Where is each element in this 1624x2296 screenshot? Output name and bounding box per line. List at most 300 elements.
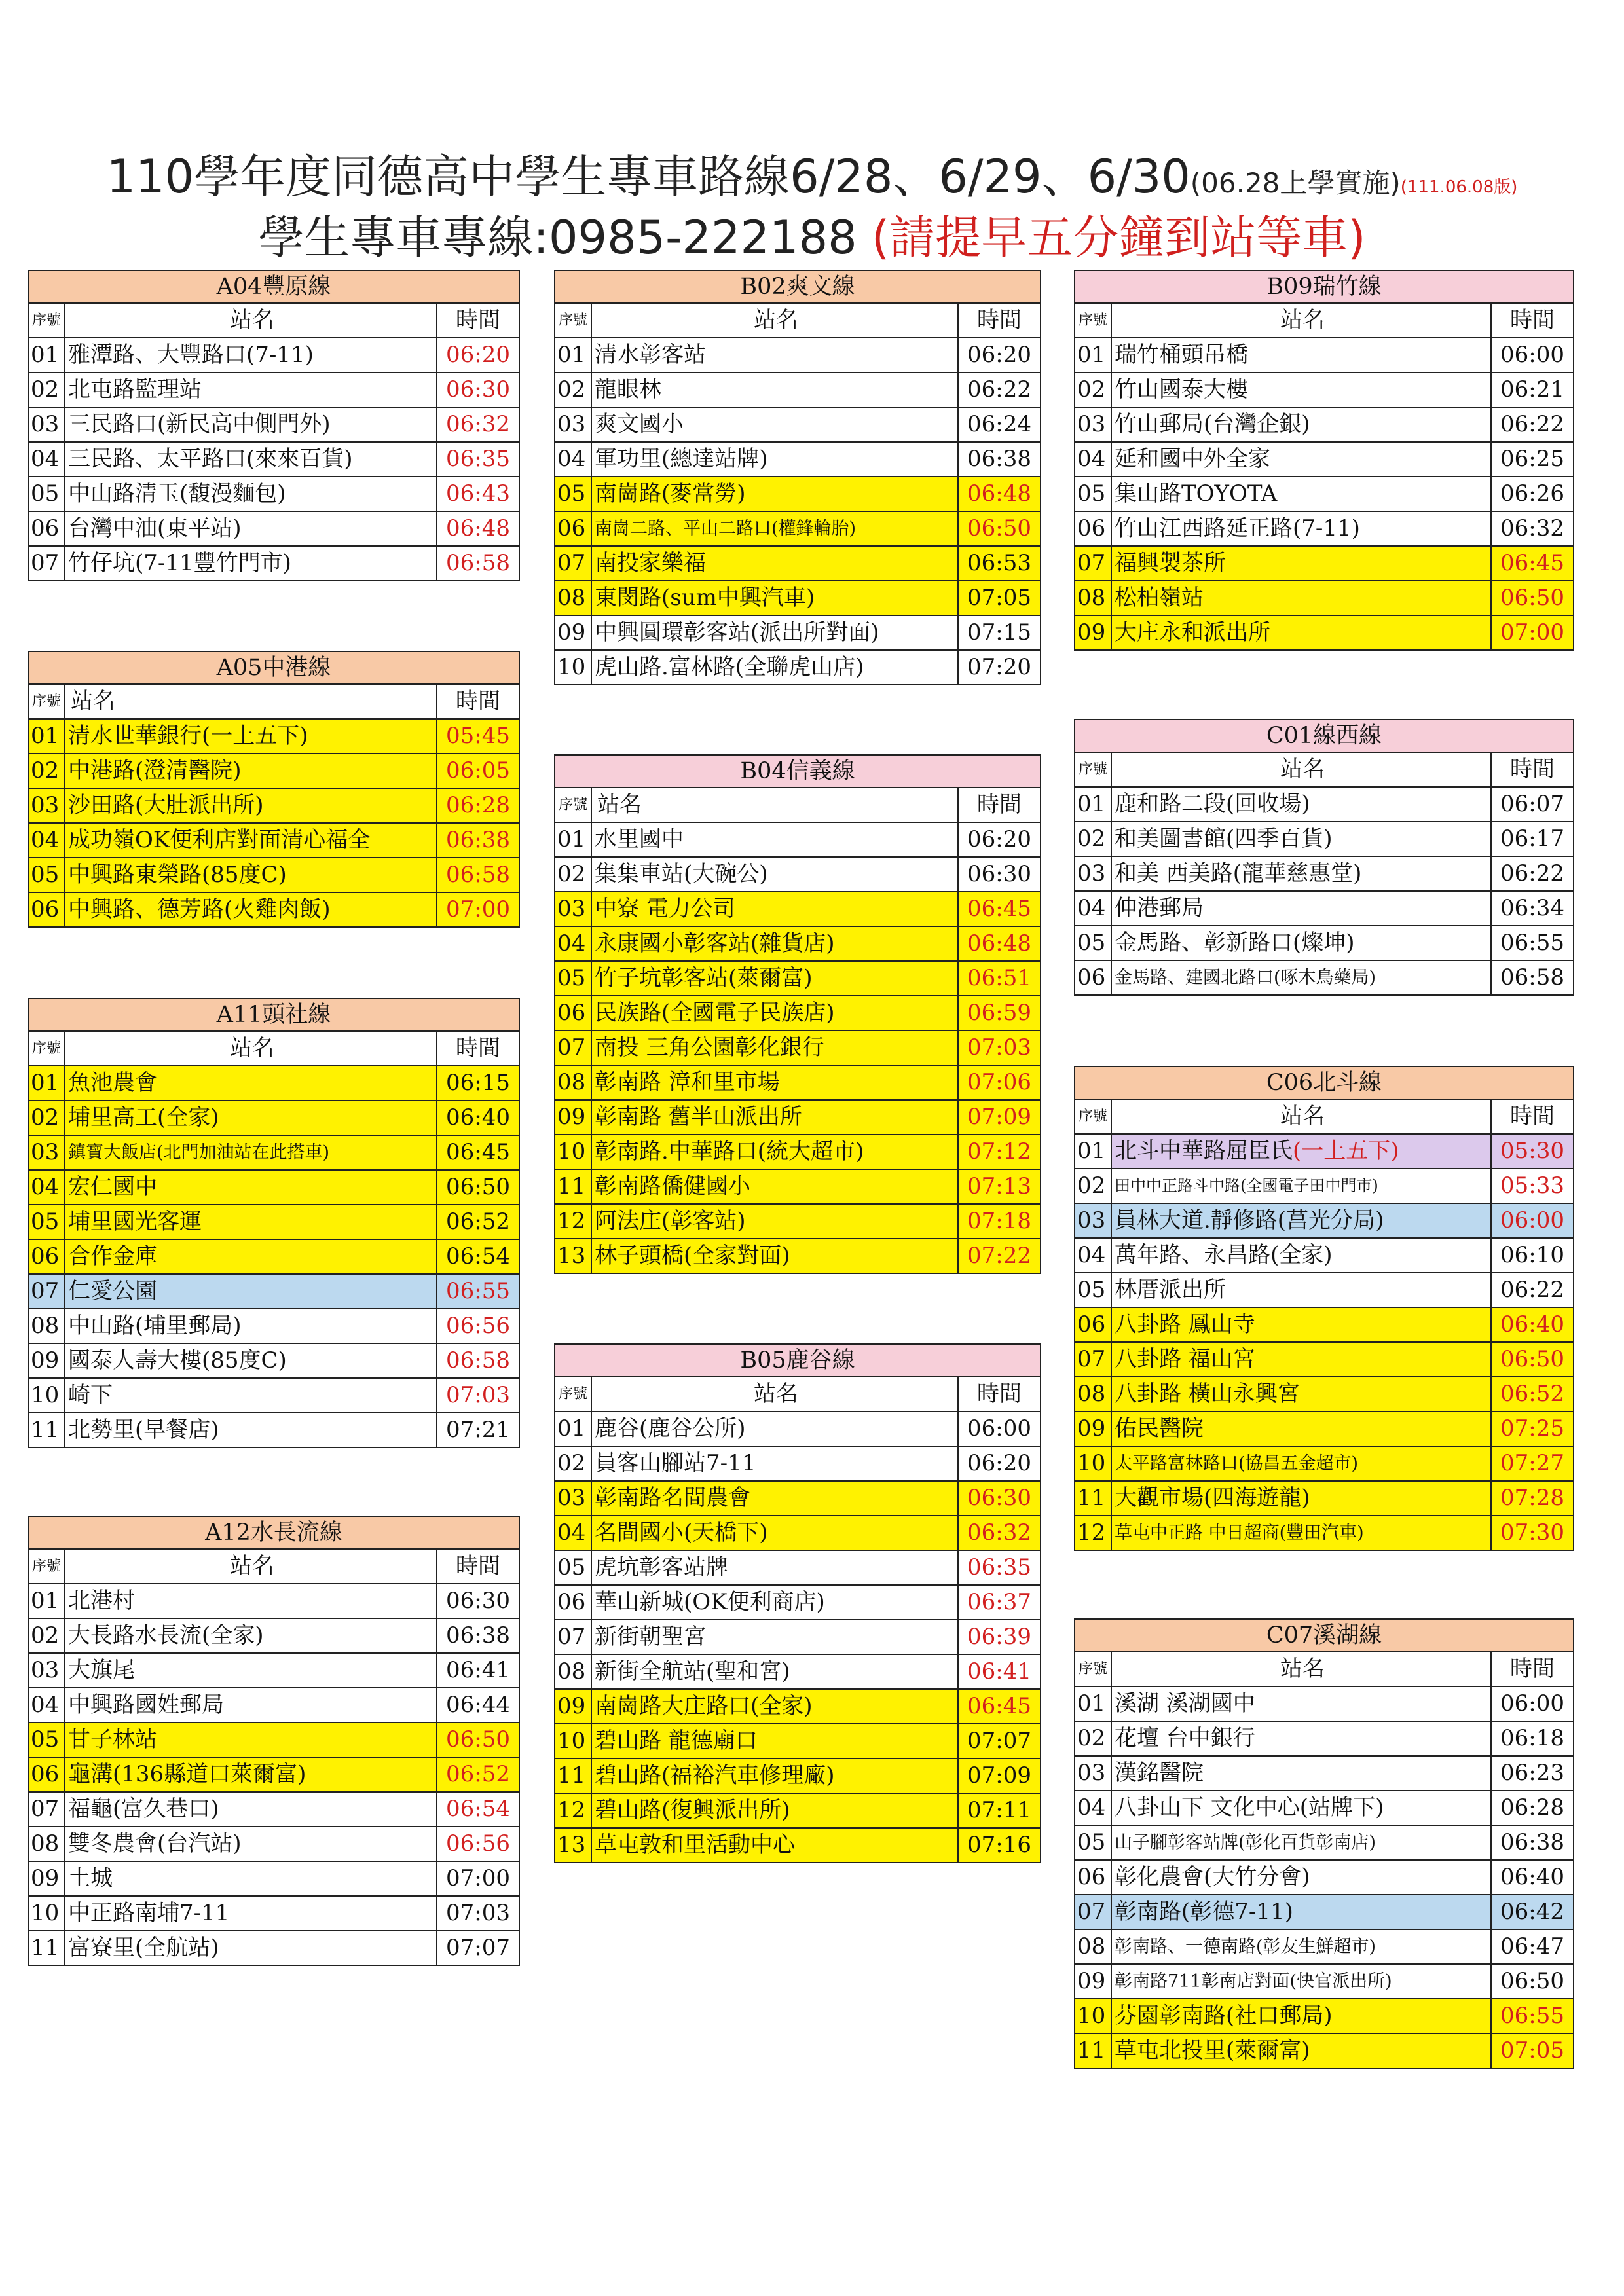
stop-time: 07:07 xyxy=(446,1935,510,1961)
hotline-notice: (請提早五分鐘到站等車) xyxy=(871,211,1366,264)
stop-name-text: 崎下 xyxy=(68,1382,113,1408)
stop-name xyxy=(592,581,959,615)
stop-name-text: 鹿和路二段(回收場) xyxy=(1115,791,1310,817)
stop-name xyxy=(1112,443,1492,476)
stop-time: 06:17 xyxy=(1500,826,1564,852)
stop-name-text: 大旗尾 xyxy=(68,1657,135,1683)
route-name: A11頭社線 xyxy=(29,999,519,1032)
stop-seq: 10 xyxy=(1075,1447,1112,1480)
stop-name-text: 林厝派出所 xyxy=(1115,1277,1226,1303)
stop-time: 06:45 xyxy=(967,1693,1031,1719)
route-table-c06 xyxy=(1074,1066,1574,1551)
stop-row xyxy=(29,1066,519,1101)
stop-seq: 04 xyxy=(1075,1791,1112,1825)
stop-name xyxy=(592,1586,959,1619)
stop-name-text: 大長路水長流(全家) xyxy=(68,1622,264,1649)
route-table-b02 xyxy=(554,270,1041,685)
station-header: 站名 xyxy=(1112,1100,1492,1133)
stop-name-text: 松柏嶺站 xyxy=(1115,585,1204,611)
stop-row xyxy=(1075,1273,1573,1308)
station-header: 站名 xyxy=(65,1032,437,1065)
stop-name xyxy=(1112,1412,1492,1446)
stop-name-text: 金馬路、彰新路口(燦坤) xyxy=(1115,930,1355,956)
stop-row xyxy=(1075,338,1573,373)
stop-row xyxy=(29,1931,519,1965)
stop-seq: 04 xyxy=(29,1171,65,1204)
stop-row xyxy=(29,1654,519,1688)
time-header: 時間 xyxy=(1510,756,1555,782)
stop-name xyxy=(1112,1239,1492,1272)
stop-seq: 08 xyxy=(1075,581,1112,615)
stop-time: 06:56 xyxy=(446,1313,510,1339)
stop-name xyxy=(65,443,437,476)
stop-seq: 02 xyxy=(29,1101,65,1135)
stop-name xyxy=(592,477,959,511)
stop-name xyxy=(1112,1447,1492,1480)
stop-name xyxy=(1112,1791,1492,1825)
stop-seq: 04 xyxy=(555,443,592,476)
seq-header: 序號 xyxy=(29,1032,65,1065)
stop-name xyxy=(1112,1757,1492,1790)
stop-seq: 08 xyxy=(29,1309,65,1343)
stop-name xyxy=(65,1309,437,1343)
time-header: 時間 xyxy=(456,1553,500,1579)
stop-name-text: 中興路、德芳路(火雞肉飯) xyxy=(68,896,331,922)
stop-time: 06:51 xyxy=(967,965,1031,991)
stop-name-text: 中興路國姓郵局 xyxy=(68,1692,224,1718)
stop-name-text: 延和國中外全家 xyxy=(1115,446,1270,472)
stop-row xyxy=(555,1031,1040,1066)
stop-seq: 02 xyxy=(29,373,65,407)
stop-row xyxy=(1075,1861,1573,1895)
stop-name-text: 萬年路、永昌路(全家) xyxy=(1115,1242,1333,1268)
stop-name-text: 南崗路大庄路口(全家) xyxy=(595,1693,813,1719)
stop-row xyxy=(555,1516,1040,1551)
stop-time: 06:22 xyxy=(1500,860,1564,886)
stop-row xyxy=(555,338,1040,373)
stop-time: 06:56 xyxy=(446,1831,510,1857)
stop-time: 06:32 xyxy=(446,411,510,437)
stop-seq: 02 xyxy=(1075,1722,1112,1755)
stop-name-text: 宏仁國中 xyxy=(68,1174,157,1200)
stop-seq: 13 xyxy=(555,1239,592,1273)
stop-time: 07:13 xyxy=(967,1173,1031,1199)
stop-seq: 10 xyxy=(555,651,592,684)
stop-name-text: 清水世華銀行(一上五下) xyxy=(68,723,308,749)
stop-name-text: 仁愛公園 xyxy=(68,1278,157,1304)
stop-seq: 03 xyxy=(1075,408,1112,441)
stop-time: 07:00 xyxy=(446,896,510,922)
stop-time: 06:59 xyxy=(967,1000,1031,1026)
stop-name-text: 彰南路名間農會 xyxy=(595,1485,750,1511)
stop-name xyxy=(592,1412,959,1446)
stop-name xyxy=(65,408,437,441)
stop-row xyxy=(29,373,519,408)
stop-row xyxy=(1075,408,1573,443)
stop-name xyxy=(65,1101,437,1135)
stop-seq: 05 xyxy=(1075,1273,1112,1307)
station-header: 站名 xyxy=(65,1550,437,1583)
stop-time: 07:07 xyxy=(967,1728,1031,1754)
stop-name-text: 土城 xyxy=(68,1865,113,1891)
stop-name-text: 八卦路 鳳山寺 xyxy=(1115,1311,1255,1338)
stop-name-text: 新街朝聖宮 xyxy=(595,1624,706,1650)
stop-seq: 03 xyxy=(1075,857,1112,890)
stop-name-text: 八卦山下 文化中心(站牌下) xyxy=(1115,1795,1384,1821)
stop-seq: 06 xyxy=(29,512,65,545)
stop-row xyxy=(555,1412,1040,1447)
stop-row xyxy=(1075,1687,1573,1722)
stop-time: 06:32 xyxy=(967,1520,1031,1546)
stop-time: 06:55 xyxy=(1500,930,1564,956)
stop-name-text: 埔里國光客運 xyxy=(68,1209,202,1235)
stop-row xyxy=(1075,616,1573,649)
stop-time: 06:48 xyxy=(967,481,1031,507)
stop-row xyxy=(1075,1516,1573,1550)
stop-name xyxy=(65,1931,437,1965)
stop-time: 06:50 xyxy=(967,515,1031,541)
stop-time: 06:05 xyxy=(446,757,510,784)
route-name: C07溪湖線 xyxy=(1075,1620,1573,1652)
stop-seq: 01 xyxy=(29,1584,65,1618)
stop-name xyxy=(592,443,959,476)
stop-seq: 12 xyxy=(555,1794,592,1827)
stop-name xyxy=(65,1344,437,1377)
stop-time: 06:30 xyxy=(967,861,1031,887)
stop-seq: 05 xyxy=(555,477,592,511)
stop-name xyxy=(592,1170,959,1203)
stop-name xyxy=(65,1827,437,1861)
stop-name-text: 國泰人壽大樓(85度C) xyxy=(68,1347,287,1374)
seq-header: 序號 xyxy=(1075,1652,1112,1686)
stop-time: 07:05 xyxy=(967,585,1031,611)
stop-time: 06:50 xyxy=(1500,585,1564,611)
stop-name xyxy=(65,1205,437,1239)
hotline-text: 學生專車專線:0985-222188 xyxy=(258,211,857,264)
stop-name xyxy=(592,1101,959,1134)
stop-seq: 02 xyxy=(555,858,592,891)
stop-name-text: 林子頭橋(全家對面) xyxy=(595,1243,790,1269)
stop-time: 06:45 xyxy=(1500,550,1564,576)
stop-name-text: 沙田路(大肚派出所) xyxy=(68,792,264,818)
stop-name xyxy=(592,1620,959,1654)
stop-name xyxy=(65,1758,437,1791)
stop-row xyxy=(29,1758,519,1793)
stop-time: 06:58 xyxy=(446,862,510,888)
stop-name xyxy=(592,373,959,407)
stop-seq: 03 xyxy=(29,789,65,822)
stop-seq: 13 xyxy=(555,1829,592,1862)
stop-name xyxy=(1112,338,1492,372)
stop-name-text: 甘子林站 xyxy=(68,1726,157,1753)
stop-name-text: 彰南路711彰南店對面(快官派出所) xyxy=(1115,1971,1392,1992)
stop-time: 06:38 xyxy=(1500,1829,1564,1855)
route-table-c01 xyxy=(1074,719,1574,996)
stop-seq: 10 xyxy=(29,1897,65,1930)
stop-time: 06:58 xyxy=(1500,964,1564,991)
stop-name-text: 鎮寶大飯店(北門加油站在此搭車) xyxy=(68,1142,330,1163)
stop-seq: 03 xyxy=(555,892,592,926)
stop-row xyxy=(1075,1826,1573,1861)
stop-time: 07:03 xyxy=(446,1382,510,1408)
column-header-row xyxy=(555,304,1040,338)
time-header: 時間 xyxy=(456,1035,500,1061)
stop-name-text: 山子腳彰客站牌(彰化百貨彰南店) xyxy=(1115,1832,1376,1853)
stop-seq: 11 xyxy=(1075,1482,1112,1515)
stop-time: 06:52 xyxy=(446,1761,510,1787)
stop-seq: 07 xyxy=(555,1620,592,1654)
route-name: B02爽文線 xyxy=(555,271,1040,304)
stop-row xyxy=(555,373,1040,408)
stop-time: 07:27 xyxy=(1500,1450,1564,1476)
time-header: 時間 xyxy=(977,307,1022,333)
stop-name xyxy=(1112,2034,1492,2068)
stop-seq: 05 xyxy=(555,1551,592,1584)
stop-seq: 07 xyxy=(29,1793,65,1826)
route-table-c07 xyxy=(1074,1618,1574,2069)
stop-name-text: 新街全航站(聖和宮) xyxy=(595,1658,790,1685)
stop-name-text: 軍功里(總達站牌) xyxy=(595,446,768,472)
stop-time: 06:15 xyxy=(446,1070,510,1096)
stop-time: 07:12 xyxy=(967,1139,1031,1165)
stop-name-text: 名間國小(天橋下) xyxy=(595,1520,768,1546)
stop-name-text: 伸港郵局 xyxy=(1115,895,1204,921)
stop-row xyxy=(555,1586,1040,1620)
stop-seq: 09 xyxy=(1075,1965,1112,1998)
stop-name-text: 太平路富林路口(協昌五金超市) xyxy=(1115,1453,1359,1474)
stop-name-text: 成功嶺OK便利店對面清心福全 xyxy=(68,827,371,853)
column-header-row xyxy=(29,304,519,338)
stop-name xyxy=(592,858,959,891)
stop-time: 07:05 xyxy=(1500,2037,1564,2064)
stop-seq: 01 xyxy=(29,338,65,372)
stop-time: 07:06 xyxy=(967,1069,1031,1095)
column-header-row xyxy=(1075,753,1573,788)
stop-time: 06:20 xyxy=(446,342,510,368)
stop-row xyxy=(555,1170,1040,1205)
stop-time: 06:21 xyxy=(1500,376,1564,403)
stop-name xyxy=(592,1239,959,1273)
stop-name-text: 北港村 xyxy=(68,1588,135,1614)
stop-name xyxy=(65,1379,437,1412)
stop-name-text: 鹿谷(鹿谷公所) xyxy=(595,1415,746,1442)
stop-seq: 05 xyxy=(1075,1826,1112,1859)
stop-name-text: 龍眼林 xyxy=(595,376,661,403)
hotline-banner xyxy=(0,208,1624,267)
stop-row xyxy=(29,1344,519,1379)
stop-seq: 05 xyxy=(29,858,65,892)
seq-header: 序號 xyxy=(555,304,592,337)
stop-seq: 03 xyxy=(29,408,65,441)
stop-name xyxy=(1112,477,1492,511)
stop-seq: 06 xyxy=(29,1758,65,1791)
column-header-row xyxy=(29,1032,519,1066)
stop-row xyxy=(1075,1965,1573,1999)
stop-seq: 04 xyxy=(555,927,592,960)
stop-row xyxy=(1075,1930,1573,1965)
stop-name xyxy=(65,1584,437,1618)
stop-seq: 02 xyxy=(1075,822,1112,856)
stop-row xyxy=(29,1171,519,1205)
stop-name xyxy=(1112,1687,1492,1721)
stop-name-text: 中正路南埔7-11 xyxy=(68,1900,230,1926)
station-header: 站名 xyxy=(1112,304,1492,337)
stop-name-text: 草屯敦和里活動中心 xyxy=(595,1832,795,1858)
stop-seq: 04 xyxy=(1075,1239,1112,1272)
stop-name-text: 清水彰客站 xyxy=(595,342,706,368)
route-table-a11 xyxy=(28,998,520,1448)
stop-name xyxy=(1112,1930,1492,1963)
stop-seq: 05 xyxy=(29,1723,65,1757)
stop-name xyxy=(65,1654,437,1687)
stop-name-text: 彰南路.中華路口(統大超市) xyxy=(595,1139,864,1165)
stop-name-text: 中寮 電力公司 xyxy=(595,896,735,922)
stop-name-text: 北屯路監理站 xyxy=(68,376,202,403)
stop-name-text: 彰南路 漳和里市場 xyxy=(595,1069,780,1095)
stop-seq: 01 xyxy=(1075,1135,1112,1168)
stop-time: 07:15 xyxy=(967,619,1031,646)
stop-time: 06:35 xyxy=(446,446,510,472)
stop-row xyxy=(29,1309,519,1344)
stop-seq: 11 xyxy=(29,1931,65,1965)
route-table-a04 xyxy=(28,270,520,581)
stop-name-text: 富寮里(全航站) xyxy=(68,1935,219,1961)
stop-row xyxy=(29,512,519,547)
stop-row xyxy=(1075,512,1573,547)
stop-row xyxy=(1075,857,1573,892)
stop-time: 06:39 xyxy=(967,1624,1031,1650)
stop-name-text: 彰化農會(大竹分會) xyxy=(1115,1864,1310,1890)
stop-row xyxy=(29,1413,519,1447)
stop-name xyxy=(1112,961,1492,994)
seq-header: 序號 xyxy=(29,304,65,337)
stop-name-text: 碧山路(復興派出所) xyxy=(595,1797,790,1823)
stop-row xyxy=(555,823,1040,858)
station-header: 站名 xyxy=(592,1377,959,1411)
stop-name xyxy=(1112,1135,1492,1168)
stop-name xyxy=(592,962,959,995)
stop-row xyxy=(1075,1482,1573,1516)
stop-seq: 07 xyxy=(1075,1895,1112,1929)
stop-name-text: 魚池農會 xyxy=(68,1070,157,1096)
stop-name xyxy=(65,754,437,788)
stop-time: 06:22 xyxy=(1500,411,1564,437)
stop-name-text: 八卦路 橫山永興宮 xyxy=(1115,1381,1300,1407)
stop-name xyxy=(1112,1482,1492,1515)
station-header: 站名 xyxy=(592,788,959,822)
stop-row xyxy=(1075,581,1573,616)
stop-seq: 06 xyxy=(1075,1308,1112,1341)
stop-name xyxy=(65,1275,437,1308)
stop-name-text: 田中中正路斗中路(全國電子田中門市) xyxy=(1115,1176,1378,1195)
stop-row xyxy=(1075,1169,1573,1204)
stop-name xyxy=(65,1066,437,1100)
stop-time: 06:23 xyxy=(1500,1760,1564,1786)
stop-time: 06:22 xyxy=(1500,1277,1564,1303)
stop-row xyxy=(29,477,519,512)
stop-name xyxy=(65,373,437,407)
stop-name-text: 北斗中華路屈臣氏 xyxy=(1115,1138,1293,1164)
stop-row xyxy=(29,408,519,443)
station-header: 站名 xyxy=(1112,753,1492,786)
route-name: A12水長流線 xyxy=(29,1517,519,1550)
stop-time: 06:58 xyxy=(446,1347,510,1374)
stop-row xyxy=(1075,373,1573,408)
stop-seq: 03 xyxy=(555,1482,592,1515)
stop-row xyxy=(1075,961,1573,994)
stop-name-text: 漢銘醫院 xyxy=(1115,1760,1204,1786)
stop-name xyxy=(592,996,959,1030)
stop-time: 06:55 xyxy=(446,1278,510,1304)
stop-seq: 07 xyxy=(555,547,592,580)
route-name: C01線西線 xyxy=(1075,720,1573,753)
stop-row xyxy=(29,789,519,824)
stop-name-text: 集山路TOYOTA xyxy=(1115,481,1278,507)
stop-time: 06:38 xyxy=(967,446,1031,472)
stop-row xyxy=(1075,1308,1573,1343)
stop-row xyxy=(1075,477,1573,512)
stop-name xyxy=(65,789,437,822)
stop-time: 06:54 xyxy=(446,1796,510,1822)
stop-name-text: 虎坑彰客站牌 xyxy=(595,1554,728,1580)
stop-row xyxy=(555,581,1040,616)
route-name: C06北斗線 xyxy=(1075,1067,1573,1100)
stop-row xyxy=(555,1620,1040,1655)
stop-time: 06:20 xyxy=(967,1450,1031,1476)
stop-name-text: 金馬路、建國北路口(啄木鳥藥局) xyxy=(1115,968,1376,988)
stop-name xyxy=(1112,1308,1492,1341)
stop-name xyxy=(1112,373,1492,407)
stop-seq: 06 xyxy=(29,893,65,926)
stop-row xyxy=(555,1205,1040,1239)
column-header-row xyxy=(1075,1100,1573,1135)
stop-name xyxy=(592,1135,959,1169)
stop-name-text: 竹子坑彰客站(萊爾富) xyxy=(595,965,813,991)
stop-row xyxy=(1075,2034,1573,2068)
stop-row xyxy=(29,1240,519,1275)
stop-row xyxy=(555,1482,1040,1516)
stop-name-text: 台灣中油(東平站) xyxy=(68,515,242,541)
stop-seq: 01 xyxy=(1075,788,1112,821)
stop-row xyxy=(555,1724,1040,1759)
stop-time: 06:00 xyxy=(967,1415,1031,1442)
stop-name xyxy=(592,1205,959,1238)
stop-seq: 07 xyxy=(29,1275,65,1308)
stop-name-text: 北勢里(早餐店) xyxy=(68,1417,219,1443)
stop-name xyxy=(1112,1965,1492,1998)
stop-name-text: 和美圖書館(四季百貨) xyxy=(1115,826,1333,852)
stop-name-text: 南投家樂福 xyxy=(595,550,706,576)
stop-name-text: 芬園彰南路(社口郵局) xyxy=(1115,2003,1333,2029)
stop-row xyxy=(555,477,1040,512)
stop-time: 06:41 xyxy=(446,1657,510,1683)
stop-row xyxy=(1075,1999,1573,2034)
stop-row xyxy=(555,1135,1040,1170)
stop-name xyxy=(592,338,959,372)
stop-row xyxy=(555,512,1040,547)
stop-time: 06:32 xyxy=(1500,515,1564,541)
stop-name-text: 和美 西美路(龍華慈惠堂) xyxy=(1115,860,1362,886)
stop-row xyxy=(1075,1377,1573,1412)
stop-row xyxy=(29,720,519,754)
stop-time: 06:20 xyxy=(967,342,1031,368)
stop-name-text: 大觀市場(四海遊龍) xyxy=(1115,1485,1310,1511)
stop-name xyxy=(1112,1999,1492,2033)
stop-name-text: 花壇 台中銀行 xyxy=(1115,1725,1255,1751)
stop-name-text: 爽文國小 xyxy=(595,411,684,437)
column-header-row xyxy=(29,685,519,720)
stop-name xyxy=(65,1688,437,1722)
